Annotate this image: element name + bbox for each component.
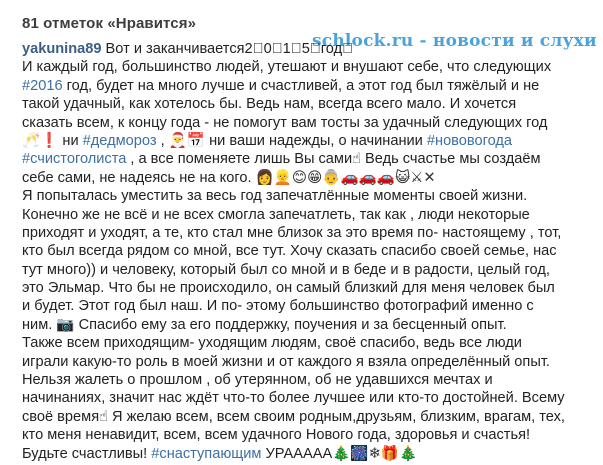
caption-line [22,95,594,113]
caption-text: кто был всегда рядом со мной, все тут. Хочу сказать спасибо своей семье, нас [22,243,557,260]
caption-text: своё время☝ Я желаю всем, всем своим родным,друзьям, близким, врагам, тех, [22,408,565,425]
caption-line [22,114,594,132]
caption-text: себе сами, не надеясь не на кого. [22,169,256,186]
caption-line [22,426,594,444]
caption-line [22,371,594,389]
caption-line [22,58,594,76]
caption-text: Также всем приходящим- уходящим людям, своё спасибо, ведь все люди [22,335,522,352]
caption-text: Я попыталась уместить за весь год запечатлённые моменты своей жизни. [22,188,528,205]
emoji-icon: 📷 [56,316,75,333]
caption-text: , [156,132,169,149]
caption-text: год, будет на много лучше и счастливей, а этот год был тяжёлый и не [62,77,540,94]
caption-text: играли какую-то роль в моей жизни и от каждого я взяла определённый опыт. [22,353,550,370]
caption-line [22,353,594,371]
site-watermark: schlock.ru - новости и слухи [312,31,597,51]
caption-text: Нельзя жалеть о прошлом , об утерянном, об не удавшихся мечтах и [22,372,493,389]
caption-text: тут много)) и человеку, который был со мной и в беде и в радости, целый год, [22,261,550,278]
caption-text: приходят и уходят, а те, кто стал мне близок за это время по- настоящему , тот, [22,224,562,241]
caption-line [22,389,594,407]
caption-line [22,261,594,279]
caption-text: Конечно же не всё и не всех смогла запечатлеть, так как , люди некоторые [22,206,530,223]
caption-line [22,77,594,95]
emoji-icon: 🎄🎆❄🎁🎄 [332,445,418,462]
post-caption [22,40,594,463]
caption-line [22,224,594,242]
caption-line [22,334,594,352]
caption-line [22,132,594,150]
caption-text: , а все поменяете лишь Вы сами☝ Ведь счастье мы создаём [126,151,541,168]
caption-line [22,445,594,463]
caption-text: и будет. Этот год был наш. И по- этому большинство фотографий именно с [22,298,534,315]
emoji-icon: 🥂❗ [22,132,59,149]
caption-text: ним. [22,316,57,333]
caption-line [22,40,594,58]
caption-line [22,408,594,426]
caption-text: кто меня ненавидит, всем, всем удачного Нового года, здоровья и счастья! [22,427,531,444]
caption-line [22,279,594,297]
caption-line [22,187,594,205]
caption-text: ни [58,132,83,149]
hashtag-link[interactable]: #снаступающим [151,445,262,462]
username-link[interactable]: yakunina89 [22,41,102,57]
caption-text: начинаниях, значит нас ждёт что-то более лучшее или кто-то достойней. Всему [22,390,565,407]
caption-line [22,169,594,187]
caption-line [22,316,594,334]
likes-count[interactable]: 81 отметок «Нравится» [22,15,197,32]
caption-text: И каждый год, большинство людей, утешают и внушают себе, что следующих [22,59,552,76]
caption-line [22,242,594,260]
hashtag-link[interactable]: #нововогода [426,132,513,149]
caption-line [22,206,594,224]
hashtag-link[interactable]: #дедмороз [82,132,157,149]
caption-text: сказать всем, к концу года - не помогут вам тосты за удачный следующих год [22,114,548,131]
caption-text: Вот и заканчивается2⃣0⃣1⃣5⃣год⃣ [101,41,354,57]
emoji-icon: 🎅📅 [168,132,206,149]
hashtag-link[interactable]: #счистоголиста [22,151,127,168]
caption-text: это Эльмар. Что бы не происходило, он самый близкий для меня человек был [22,280,555,297]
caption-line [22,297,594,315]
hashtag-link[interactable]: #2016 [22,77,63,94]
caption-text: Спасибо ему за его поддержку, поучения и за бесценный опыт. [74,316,507,333]
caption-text: Будьте счастливы! [22,445,152,462]
caption-text: такой удачный, как хотелось бы. Ведь нам, всегда всего мало. И хочется [22,96,517,113]
caption-text: ни ваши надежды, о начинании [205,132,427,149]
emoji-icon: 👩👱😊😁👵🚗🚗🚗😺⚔✕ [255,169,436,186]
caption-text: УРААААА [261,445,333,462]
caption-line [22,150,594,168]
